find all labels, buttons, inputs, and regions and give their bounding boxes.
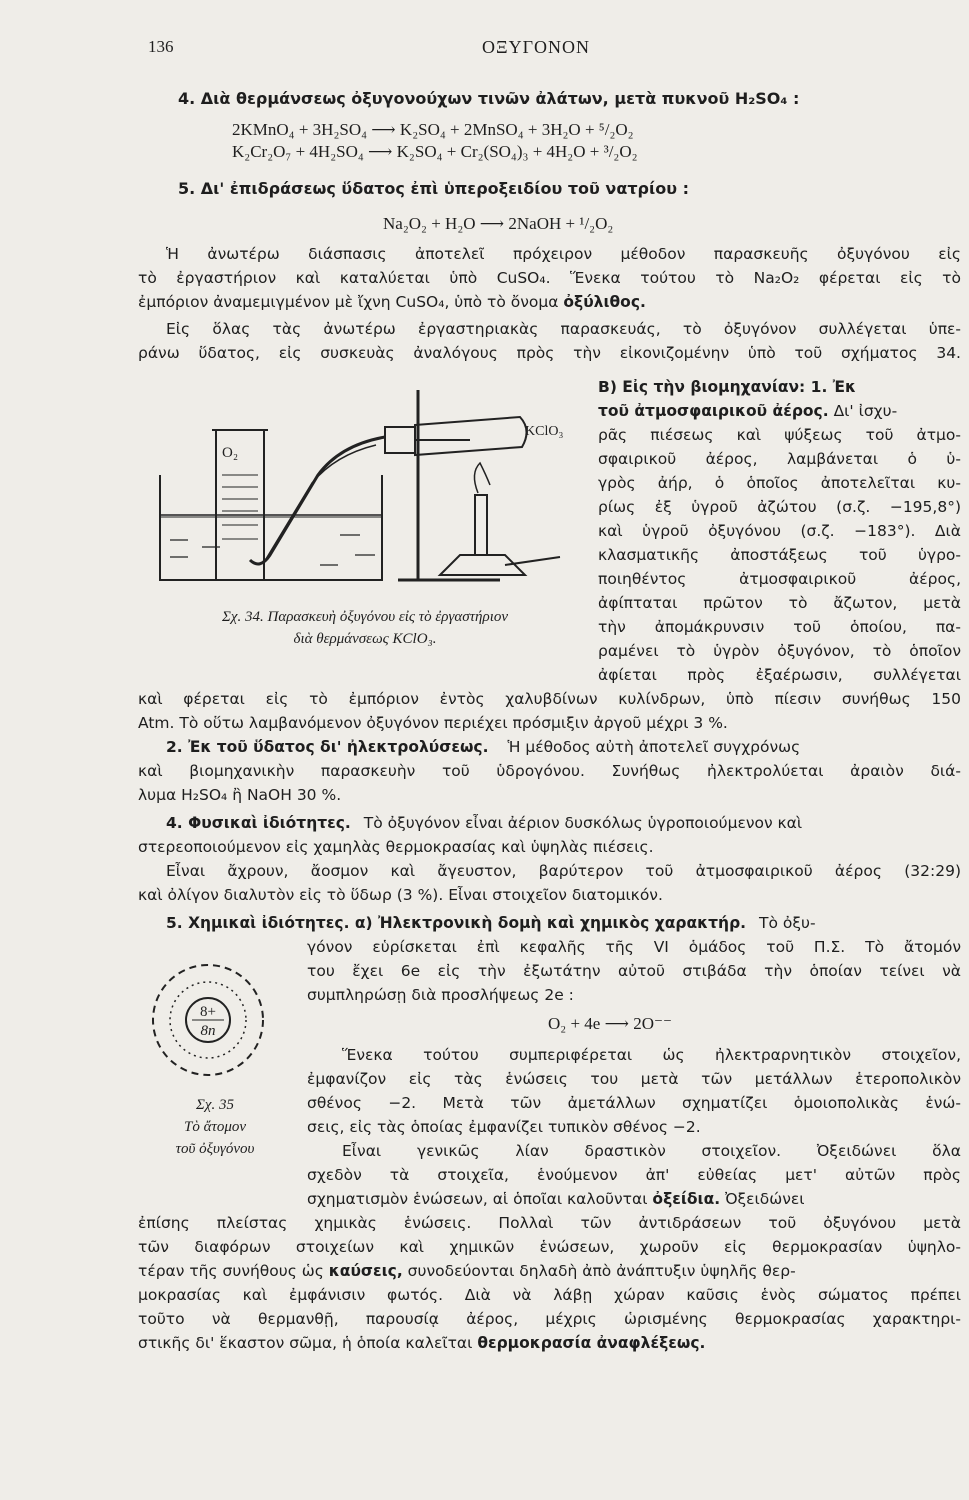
text-line [138,1260,796,1282]
caption-line: Σχ. 35 [195,1097,234,1113]
figure-34-caption [150,606,580,650]
text-line: ἀφίεται πρὸς ἐξαέρωσιν, συλλέγεται [598,666,961,684]
electrolysis-heading: 2. Ἐκ τοῦ ὕδατος δι' ἠλεκτρολύσεως. [166,738,489,756]
text-line: ἐπίσης πλείστας χημικὰς ἑνώσεις. Πολλαὶ τῶν ἀντιδράσεων τοῦ ὀξυγόνου μετὰ [138,1214,961,1232]
text-line: καὶ ὑγροῦ ὀξυγόνου (σ.ζ. −183°). Διὰ [598,522,961,540]
text-line: ἐμφανίζον εἰς τὰς ἑνώσεις του μετὰ τῶν μετάλλων ἑτεροπολικὸν [307,1070,961,1088]
industry-heading: B) Εἰς τὴν βιομηχανίαν: 1. Ἐκ [598,378,857,396]
text-line [166,912,816,934]
text-line [166,736,800,758]
text-line: κλασματικῆς ἀποστάξεως τοῦ ὑγρο- [598,546,961,564]
nucleus-neutrons: 8n [200,1023,216,1039]
text-line: Ἕνεκα τούτου συμπεριφέρεται ὡς ἠλεκτραρνητικὸν στοιχεῖον, [342,1046,961,1064]
text-line: καὶ ὀλίγον διαλυτὸν εἰς τὸ ὕδωρ (3 %). Εἶναι στοιχεῖον διατομικόν. [138,886,663,904]
text-run: Ἡ μέθοδος αὐτὴ ἀποτελεῖ συγχρόνως [507,738,801,756]
equation-kmno4: 2KMnO₄ + 3H₂SO₄ ⟶ K₂SO₄ + 2MnSO₄ + 3H₂O + ⁵/₂O₂ [232,120,634,139]
caption-line: Τὸ ἄτομον [183,1119,247,1135]
text-line: Atm. Τὸ οὕτω λαμβανόμενον ὀξυγόνον περιέχει πρόσμιξιν ἀργοῦ μέχρι 3 %. [138,714,728,732]
running-title: ΟΞΥΓΟΝΟΝ [482,37,590,57]
text-run: ἐμπόριον ἀναμεμιγμένον μὲ ἴχνη CuSO₄, ὑπὸ τὸ ὄνομα [138,293,559,311]
equation-oxygen-ion: O₂ + 4e ⟶ 2O⁻⁻ [548,1014,672,1033]
section5-heading: 5. Δι' ἐπιδράσεως ὕδατος ἐπὶ ὑπεροξειδίου τοῦ νατρίου : [178,179,689,198]
oxides-term: ὀξείδια. [652,1190,721,1208]
text-line: καὶ φέρεται εἰς τὸ ἐμπόριον ἐντὸς χαλυβδίνων κυλίνδρων, ὑπὸ πίεσιν συνήθως 150 [138,690,961,708]
text-line: καὶ βιομηχανικὴν παρασκευὴν τοῦ ὑδρογόνου. Συνήθως ἠλεκτρολύεται ἀραιὸν διά- [138,762,961,780]
text-line: συμπληρώσῃ διὰ προσλήψεως 2e : [307,986,574,1004]
physical-heading: 4. Φυσικαὶ ἰδιότητες. [166,814,351,832]
text-line [307,1188,805,1210]
ignition-temperature-term: θερμοκρασία ἀναφλέξεως. [477,1334,706,1352]
equation-na2o2: Na₂O₂ + H₂O ⟶ 2NaOH + ¹/₂O₂ [383,214,614,233]
nucleus-charge: 8+ [200,1004,216,1020]
text-line [598,400,897,422]
figure-35-caption [160,1094,270,1160]
text-line: στερεοποιούμενον εἰς χαμηλὰς θερμοκρασίας καὶ ὑψηλὰς πιέσεις. [138,838,654,856]
label-kclo3: KClO₃ [525,424,564,439]
page-number: 136 [148,37,174,56]
chemical-heading: 5. Χημικαὶ ἰδιότητες. α) Ἠλεκτρονικὴ δομὴ καὶ χημικὸς χαρακτήρ. [166,914,747,932]
text-line: γόνον εὑρίσκεται ἐπὶ κεφαλῆς τῆς VI ὁμάδος τοῦ Π.Σ. Τὸ ἄτομόν [307,938,961,956]
caption-line: διὰ θερμάνσεως KClO₃. [293,631,437,647]
text-run: Δι' ἰσχυ- [833,402,898,420]
text-line: Εἶναι ἄχρουν, ἄοσμον καὶ ἄγευστον, βαρύτερον τοῦ ἀτμοσφαιρικοῦ ἀέρος (32:29) [166,862,961,880]
text-line: μοκρασίας καὶ ἐμφάνισιν φωτός. Διὰ νὰ λάβῃ χώραν καῦσις ἑνὸς σώματος πρέπει [138,1286,961,1304]
text-line: τὸ ἐργαστήριον καὶ καταλύεται ὑπὸ CuSO₄. Ἕνεκα τούτου τὸ Na₂O₂ φέρεται εἰς τὸ [138,269,961,287]
text-line: τὴν ἀπομάκρυνσιν τοῦ ὁποίου, πα- [598,618,961,636]
text-line: σθένος −2. Μετὰ τῶν ἀμετάλλων σχηματίζει ὁμοιοπολικὰς ἑνώ- [307,1094,961,1112]
text-line: Ἡ ἀνωτέρω διάσπασις ἀποτελεῖ πρόχειρον μέθοδον παρασκευῆς ὀξυγόνου εἰς [166,245,961,263]
label-o2: O₂ [222,445,239,461]
text-line: σφαιρικοῦ ἀέρος, λαμβάνεται ὁ ὑ- [598,450,961,468]
oxylith-term: ὀξύλιθος. [563,293,646,311]
equation-k2cr2o7: K₂Cr₂O₇ + 4H₂SO₄ ⟶ K₂SO₄ + Cr₂(SO₄)₃ + 4H₂O + ³/₂O₂ [232,142,638,161]
text-line: λυμα H₂SO₄ ἢ NaOH 30 %. [138,786,342,804]
text-run: σχηματισμὸν ἑνώσεων, αἱ ὁποῖαι καλοῦνται [307,1190,648,1208]
text-line: Εἶναι γενικῶς λίαν δραστικὸν στοιχεῖον. Ὀξειδώνει ὅλα [342,1142,961,1160]
figure-35-atom [148,960,268,1080]
text-run: Τὸ ὀξυ- [759,914,816,932]
text-line [138,291,646,313]
combustion-term: καύσεις, [328,1262,403,1280]
text-line: τοῦτο νὰ θερμανθῇ, παρουσίᾳ ἀέρος, μέχρις ὡρισμένης θερμοκρασίας χαρακτηρι- [138,1310,961,1328]
text-run: τέραν τῆς συνήθους ὡς [138,1262,324,1280]
text-line: ποιηθέντος ἀτμοσφαιρικοῦ ἀέρος, [598,570,961,588]
figure-34-apparatus [140,375,600,600]
text-line: γρὸς ἀήρ, ὁ ὁποῖος ἀποτελεῖται κυ- [598,474,961,492]
text-line: τῶν διαφόρων στοιχείων καὶ χημικῶν ἑνώσεων, χωροῦν εἰς θερμοκρασίαν ὑψηλο- [138,1238,961,1256]
text-line [138,1332,705,1354]
industry-subheading: τοῦ ἀτμοσφαιρικοῦ ἀέρος. [598,402,829,420]
text-line: ρίως ἐξ ὑγροῦ ἀζώτου (σ.ζ. −195,8°) [598,498,961,516]
text-run: στικῆς δι' ἕκαστον σῶμα, ἡ ὁποία καλεῖται [138,1334,473,1352]
text-line: ἀφίπταται πρῶτον τὸ ἄζωτον, μετὰ [598,594,961,612]
text-line: ραμένει τὸ ὑγρὸν ὀξυγόνον, τὸ ὁποῖον [598,642,961,660]
caption-line: Σχ. 34. Παρασκευὴ ὀξυγόνου εἰς τὸ ἐργαστήριον [221,609,509,625]
section4-heading: 4. Διὰ θερμάνσεως ὀξυγονούχων τινῶν ἀλάτων, μετὰ πυκνοῦ H₂SO₄ : [178,89,800,108]
text-run: Τὸ ὀξυγόνον εἶναι ἀέριον δυσκόλως ὑγροποιούμενον καὶ [363,814,803,832]
text-line: ράνω ὕδατος, εἰς συσκευὰς ἀναλόγους πρὸς τὴν εἰκονιζομένην ὑπὸ τοῦ σχήματος 34. [138,344,961,362]
text-line: Εἰς ὅλας τὰς ἀνωτέρω ἐργαστηριακὰς παρασκευάς, τὸ ὀξυγόνον συλλέγεται ὑπε- [166,320,961,338]
text-run: Ὀξειδώνει [725,1190,805,1208]
text-line: σχεδὸν τὰ στοιχεῖα, ἑνούμενον ἀπ' εὐθείας μετ' αὐτῶν πρὸς [307,1166,961,1184]
text-line: ρᾶς πιέσεως καὶ ψύξεως τοῦ ἀτμο- [598,426,961,444]
text-run: συνοδεύονται δηλαδὴ ἀπὸ ἀνάπτυξιν ὑψηλῆς θερ- [407,1262,796,1280]
text-line: σεις, εἰς τὰς ὁποίας ἐμφανίζει τυπικὸν σθένος −2. [307,1118,701,1136]
caption-line: τοῦ ὀξυγόνου [175,1141,255,1157]
text-line: του ἔχει 6e εἰς τὴν ἐξωτάτην αὐτοῦ στιβάδα τὴν ὁποίαν τείνει νὰ [307,962,961,980]
text-line [166,812,802,834]
